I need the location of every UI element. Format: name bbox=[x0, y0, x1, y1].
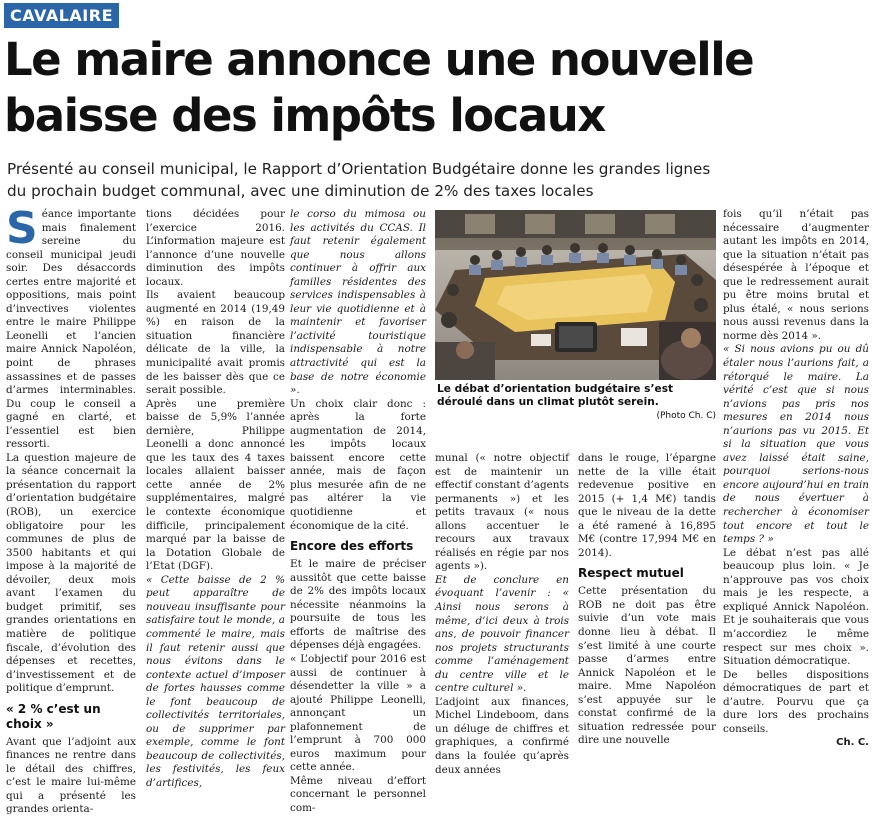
article-paragraph: fois qu’il n’était pas nécessaire d’augmenter autant les impôts en 2014, que la situation n’était pas désespérée à l’époque et que le redressement aurait pu être moins brutal et plus étalé, « nous serions nous aussi revenus dans la norme dès 2014 ». bbox=[723, 208, 869, 342]
article-paragraph: « L’objectif pour 2016 est aussi de continuer à désendetter la ville » a ajouté Philippe Leonelli, annonçant un plafonnement de l’emprunt à 700 000 euros maximum pour cette année. bbox=[290, 652, 426, 774]
standfirst bbox=[7, 158, 869, 202]
headline bbox=[4, 32, 870, 144]
article-paragraph: tions décidées pour l’exercice 2016. L’information majeure est l’annonce d’une nouvelle diminution des impôts locaux. bbox=[146, 208, 285, 288]
article-column-3 bbox=[290, 208, 426, 814]
article-quote: le corso du mimosa ou les activités du CCAS. Il faut retenir également que nous allons continuer à offrir aux familles résidentes des services indispensables à leur vie quotidienne et à maintenir et favoriser l’activité touristique indispensable à notre attractivité qui est la base de notre économie ». bbox=[290, 208, 426, 397]
article-paragraph: dans le rouge, l’épargne nette de la ville était redevenue positive en 2015 (+ 1,4 M€) tandis que le niveau de la dette a été ramené à 16,895 M€ (contre 17,994 M€ en 2014). bbox=[578, 452, 716, 559]
subheading-respect: Respect mutuel bbox=[578, 566, 684, 581]
standfirst-line-1: Présenté au conseil municipal, le Rapport d’Orientation Budgétaire donne les grandes lignes bbox=[7, 160, 711, 178]
article-paragraph: Cette présentation du ROB ne doit pas être suivie d’un vote mais donne lieu à débat. Il s’est limité à une courte passe d’armes entre Annick Napoléon et le maire. Mme Napoléon s’est appuyée sur le constat confirmé de la situation redressée pour dire une nouvelle bbox=[578, 585, 716, 747]
article-quote: « Si nous avions pu ou dû étaler nous l’aurions fait, a rétorqué le maire. La vérité c’est que si nous n’avions pas pris nos mesures en 2014 nous n’aurions pas vu 2015. Et si la situation que vous avez laissé était saine, pourquoi serions-nous encore aujourd’hui en train de nous évertuer à rechercher à économiser tout encore et tout le temps ? » bbox=[723, 343, 869, 546]
article-paragraph: De belles dispositions démocratiques de part et d’autre. Pourvu que ça dure lors des prochains conseils. bbox=[723, 668, 869, 735]
author-signature: Ch. C. bbox=[836, 737, 869, 749]
article-paragraph: Un choix clair donc : après la forte augmentation de 2014, les impôts locaux baissent encore cette année, mais de façon plus mesurée afin de ne pas altérer la vie quotidienne et économique de la cité. bbox=[290, 397, 426, 532]
headline-line-1: Le maire annonce une nouvelle bbox=[4, 33, 754, 86]
article-paragraph: La question majeure de la séance concernait la présentation du rapport d’orientation budgétaire (ROB), un exercice obligatoire pour les communes de plus de 3500 habitants et qui impose à la majorité de dévoiler, deux mois avant l’examen du budget primitif, ses grandes orientations en matière de politique fiscale, d’évolution des dépenses et recettes, d’investissement et de politique d’emprunt. bbox=[6, 451, 136, 695]
article-column-2 bbox=[146, 208, 285, 789]
article-paragraph: L’adjoint aux finances, Michel Lindeboom, dans un déluge de chiffres et graphiques, a confirmé dans la foulée qu’après deux années bbox=[435, 695, 569, 776]
caption-text: Le débat d’orientation budgétaire s’est déroulé dans un climat plutôt serein. bbox=[437, 383, 674, 408]
photo-caption bbox=[437, 383, 716, 423]
subheading-efforts: Encore des efforts bbox=[290, 539, 414, 554]
article-paragraph bbox=[6, 203, 136, 452]
article-quote: « Cette baisse de 2 % peut apparaître de nouveau insuffisante pour satisfaire tout le monde, a commenté le maire, mais il faut retenir aussi que nous évitons dans le contexte actuel d’imposer de fortes hausses comme le font beaucoup de collectivités territoriales, ou de supprimer par exemple, comme le font beaucoup de collectivités, les festivités, les feux d’artifices, bbox=[146, 573, 285, 789]
article-column-6 bbox=[723, 208, 869, 749]
drop-cap: S bbox=[6, 203, 38, 254]
article-column-5 bbox=[578, 452, 716, 747]
standfirst-line-2: du prochain budget communal, avec une diminution de 2% des taxes locales bbox=[7, 182, 594, 200]
article-paragraph: Le débat n’est pas allé beaucoup plus loin. « Je n’approuve pas vos choix mais je les respecte, a expliqué Annick Napoléon. Et je souhaiterais que vous m’accordiez le même respect sur mes choix ». Situation démocratique. bbox=[723, 546, 869, 668]
article-column-4 bbox=[435, 452, 569, 776]
council-meeting-photo bbox=[435, 210, 716, 380]
article-paragraph: Avant que l’adjoint aux finances ne rentre dans le détail des chiffres, c’est le maire lui-même qui a présenté les grandes orienta- bbox=[6, 735, 136, 816]
photo-credit: (Photo Ch. C) bbox=[656, 411, 716, 421]
article-paragraph: Et le maire de préciser aussitôt que cette baisse de 2% des impôts locaux nécessite néanmoins la poursuite de tous les efforts de maîtrise des dépenses déjà engagées. bbox=[290, 558, 426, 652]
article-quote: Et de conclure en évoquant l’avenir : « Ainsi nous serons à même, d’ici deux à trois ans, de pouvoir financer nos projets structurants comme l’aménagement du centre ville et le centre culturel ». bbox=[435, 573, 569, 695]
article-text: éance importante mais finalement sereine du conseil municipal jeudi soir. Des désaccords certes entre majorité et oppositions, mais point d’invectives violentes entre le maire Philippe Leonelli et l’ancien maire Annick Napoléon, point de phrases assassines et de passes d’armes interminables. Du coup le conseil a gagné en clarté, et l’essentiel est bien ressorti. bbox=[6, 208, 136, 451]
article-paragraph: Ils avaient beaucoup augmenté en 2014 (19,49 %) en raison de la situation financière délicate de la ville, la municipalité avait promis de les baisser dès que ce serait possible. bbox=[146, 289, 285, 397]
rubric-label: CAVALAIRE bbox=[4, 3, 119, 28]
article-paragraph: Après une première baisse de 5,9% l’année dernière, Philippe Leonelli a donc annoncé que les taux des 4 taxes locales allaient baisser cette année de 2% supplémentaires, malgré le contexte économique difficile, principalement marqué par la baisse de la Dotation Globale de l’Etat (DGF). bbox=[146, 397, 285, 573]
article-paragraph: munal (« notre objectif est de maintenir un effectif constant d’agents permanents ») et les petits travaux (« nous allons accentuer le recours aux travaux réalisés en régie par nos agents »). bbox=[435, 452, 569, 573]
subheading-choice: « 2 % c’est un choix » bbox=[6, 701, 101, 731]
article-paragraph: Même niveau d’effort concernant le personnel com- bbox=[290, 774, 426, 814]
article-column-1 bbox=[6, 203, 136, 816]
photo-illustration bbox=[435, 210, 716, 380]
headline-line-2: baisse des impôts locaux bbox=[4, 89, 605, 142]
